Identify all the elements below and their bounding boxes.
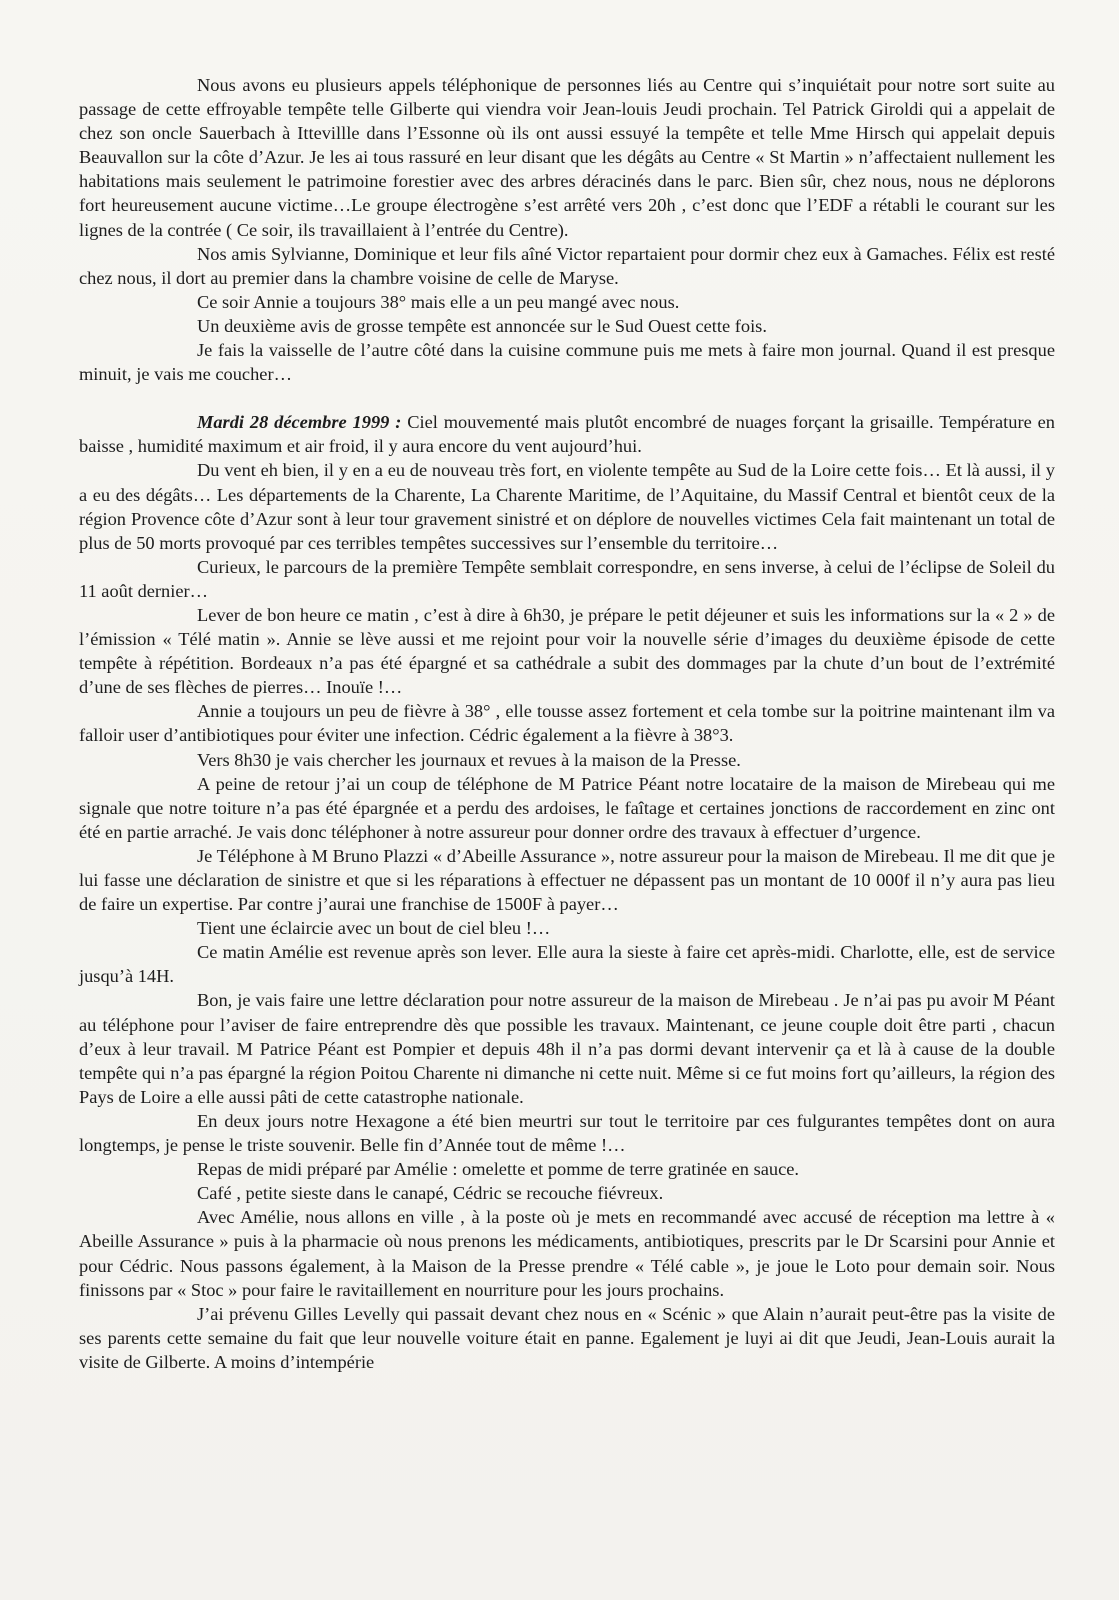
paragraph: Repas de midi préparé par Amélie : omelette et pomme de terre gratinée en sauce. xyxy=(197,1159,800,1180)
paragraph: Annie a toujours un peu de fièvre à 38° , elle tousse assez fortement et cela tombe sur la poitrine maintenant ilm va falloir user d’antibiotiques pour éviter une infection. Cédric également a la fièvre à 38°3. xyxy=(79,701,1055,746)
paragraph: Bon, je vais faire une lettre déclaration pour notre assureur de la maison de Mirebeau . Je n’ai pas pu avoir M Péant au téléphone pour l’aviser de faire entreprendre dès que possible les travaux. Maintenant, ce jeune couple doit être parti , chacun d’eux à leur travail. M Patrice Péant est Pompier et depuis 48h il n’a pas dormi devant intervenir ça et là à cause de la double tempête qui n’a pas épargné la région Poitou Charente ni dimanche ni cette nuit. Même si ce fut moins fort qu’ailleurs, la région des Pays de Loire a elle aussi pâti de cette catastrophe nationale. xyxy=(79,990,1055,1107)
paragraph: Lever de bon heure ce matin , c’est à dire à 6h30, je prépare le petit déjeuner et suis les informations sur la « 2 » de l’émission « Télé matin ». Annie se lève aussi et me rejoint pour voir la nouvelle série d’images du deuxième épisode de cette tempête à répétition. Bordeaux n’a pas été épargné et sa cathédrale a subit des dommages par la chute d’un bout de l’extrémité d’une de ses flèches de pierres… Inouïe !… xyxy=(79,604,1055,698)
paragraph: Ce soir Annie a toujours 38° mais elle a un peu mangé avec nous. xyxy=(197,291,680,312)
paragraph: Curieux, le parcours de la première Tempête semblait correspondre, en sens inverse, à celui de l’éclipse de Soleil du 11 août dernier… xyxy=(79,556,1055,601)
paragraph: Café , petite sieste dans le canapé, Cédric se recouche fiévreux. xyxy=(197,1183,664,1204)
paragraph: Tient une éclaircie avec un bout de ciel bleu !… xyxy=(197,918,551,939)
paragraph: J’ai prévenu Gilles Levelly qui passait devant chez nous en « Scénic » que Alain n’aurait peut-être pas la visite de ses parents cette semaine du fait que leur nouvelle voiture était en panne. Egalement je luyi ai dit que Jeudi, Jean-Louis aurait la visite de Gilberte. A moins d’intempérie xyxy=(79,1303,1055,1372)
paragraph: Avec Amélie, nous allons en ville , à la poste où je mets en recommandé avec accusé de réception ma lettre à « Abeille Assurance » puis à la pharmacie où nous prenons les médicaments, antibiotiques, prescrits par le Dr Scarsini pour Annie et pour Cédric. Nous passons également, à la Maison de la Presse prendre « Télé cable », je joue le Loto pour demain soir. Nous finissons par « Stoc » pour faire le ravitaillement en nourriture pour les jours prochains. xyxy=(79,1207,1055,1300)
paragraph: Un deuxième avis de grosse tempête est annoncée sur le Sud Ouest cette fois. xyxy=(197,315,767,336)
paragraph-spacer xyxy=(79,386,1055,410)
paragraph: Ce matin Amélie est revenue après son lever. Elle aura la sieste à faire cet après-midi. Charlotte, elle, est de service jusqu’à 14H. xyxy=(79,942,1055,987)
paragraph: Vers 8h30 je vais chercher les journaux et revues à la maison de la Presse. xyxy=(197,749,741,770)
paragraph: A peine de retour j’ai un coup de téléphone de M Patrice Péant notre locataire de la maison de Mirebeau qui me signale que notre toiture n’a pas été épargnée et a perdu des ardoises, le faîtage et certaines jonctions de raccordement en zinc ont été en partie arraché. Je vais donc téléphoner à notre assureur pour donner ordre des travaux à effectuer d’urgence. xyxy=(79,773,1055,842)
paragraph: Je Téléphone à M Bruno Plazzi « d’Abeille Assurance », notre assureur pour la maison de Mirebeau. Il me dit que je lui fasse une déclaration de sinistre et que si les réparations à effectuer ne dépassent pas un montant de 10 000f il n’y aura pas lieu de faire un expertise. Par contre j’aurai une franchise de 1500F à payer… xyxy=(79,845,1055,915)
paragraph: Je fais la vaisselle de l’autre côté dans la cuisine commune puis me mets à faire mon journal. Quand il est presque minuit, je vais me coucher… xyxy=(79,340,1055,385)
paragraph: En deux jours notre Hexagone a été bien meurtri sur tout le territoire par ces fulgurantes tempêtes dont on aura longtemps, je pense le triste souvenir. Belle fin d’Année tout de même !… xyxy=(79,1110,1055,1156)
paragraph: Du vent eh bien, il y en a eu de nouveau très fort, en violente tempête au Sud de la Loire cette fois… Et là aussi, il y a eu des dégâts… Les départements de la Charente, La Charente Maritime, de l’Aquitaine, du Massif Central et bientôt ceux de la région Provence côte d’Azur sont à leur tour gravement sinistré et on déplore de nouvelles victimes Cela fait maintenant un total de plus de 50 morts provoqué par ces terribles tempêtes successives sur l’ensemble du territoire… xyxy=(79,460,1055,553)
paragraph: Nos amis Sylvianne, Dominique et leur fils aîné Victor repartaient pour dormir chez eux à Gamaches. Félix est resté chez nous, il dort au premier dans la chambre voisine de celle de Maryse. xyxy=(79,243,1055,288)
entry-weather-text: Ciel mouvementé mais plutôt encombré de nuages forçant la grisaille. Température en baisse , humidité maximum et air froid, il y aura encore du vent aujourd’hui. xyxy=(79,412,1056,457)
dated-entry-paragraph xyxy=(79,410,1055,458)
entry-date: Mardi 28 décembre 1999 : xyxy=(197,412,402,433)
paragraph: Nous avons eu plusieurs appels téléphonique de personnes liés au Centre qui s’inquiétait pour notre sort suite au passage de cette effroyable tempête telle Gilberte qui viendra voir Jean-louis Jeudi prochain. Tel Patrick Giroldi qui a appelait de chez son oncle Sauerbach à Ittevillle dans l’Essonne où ils ont aussi essuyé la tempête et telle Mme Hirsch qui appelait depuis Beauvallon sur la côte d’Azur. Je les ai tous rassuré en leur disant que les dégâts au Centre « St Martin » n’affectaient nullement les habitations mais seulement le patrimoine forestier avec des arbres déracinés dans le parc. Bien sûr, chez nous, nous ne déplorons fort heureusement aucune victime…Le groupe électrogène s’est arrêté vers 20h , c’est donc que l’EDF a rétabli le courant sur les lignes de la contrée ( Ce soir, ils travaillaient à l’entrée du Centre). xyxy=(79,75,1055,240)
